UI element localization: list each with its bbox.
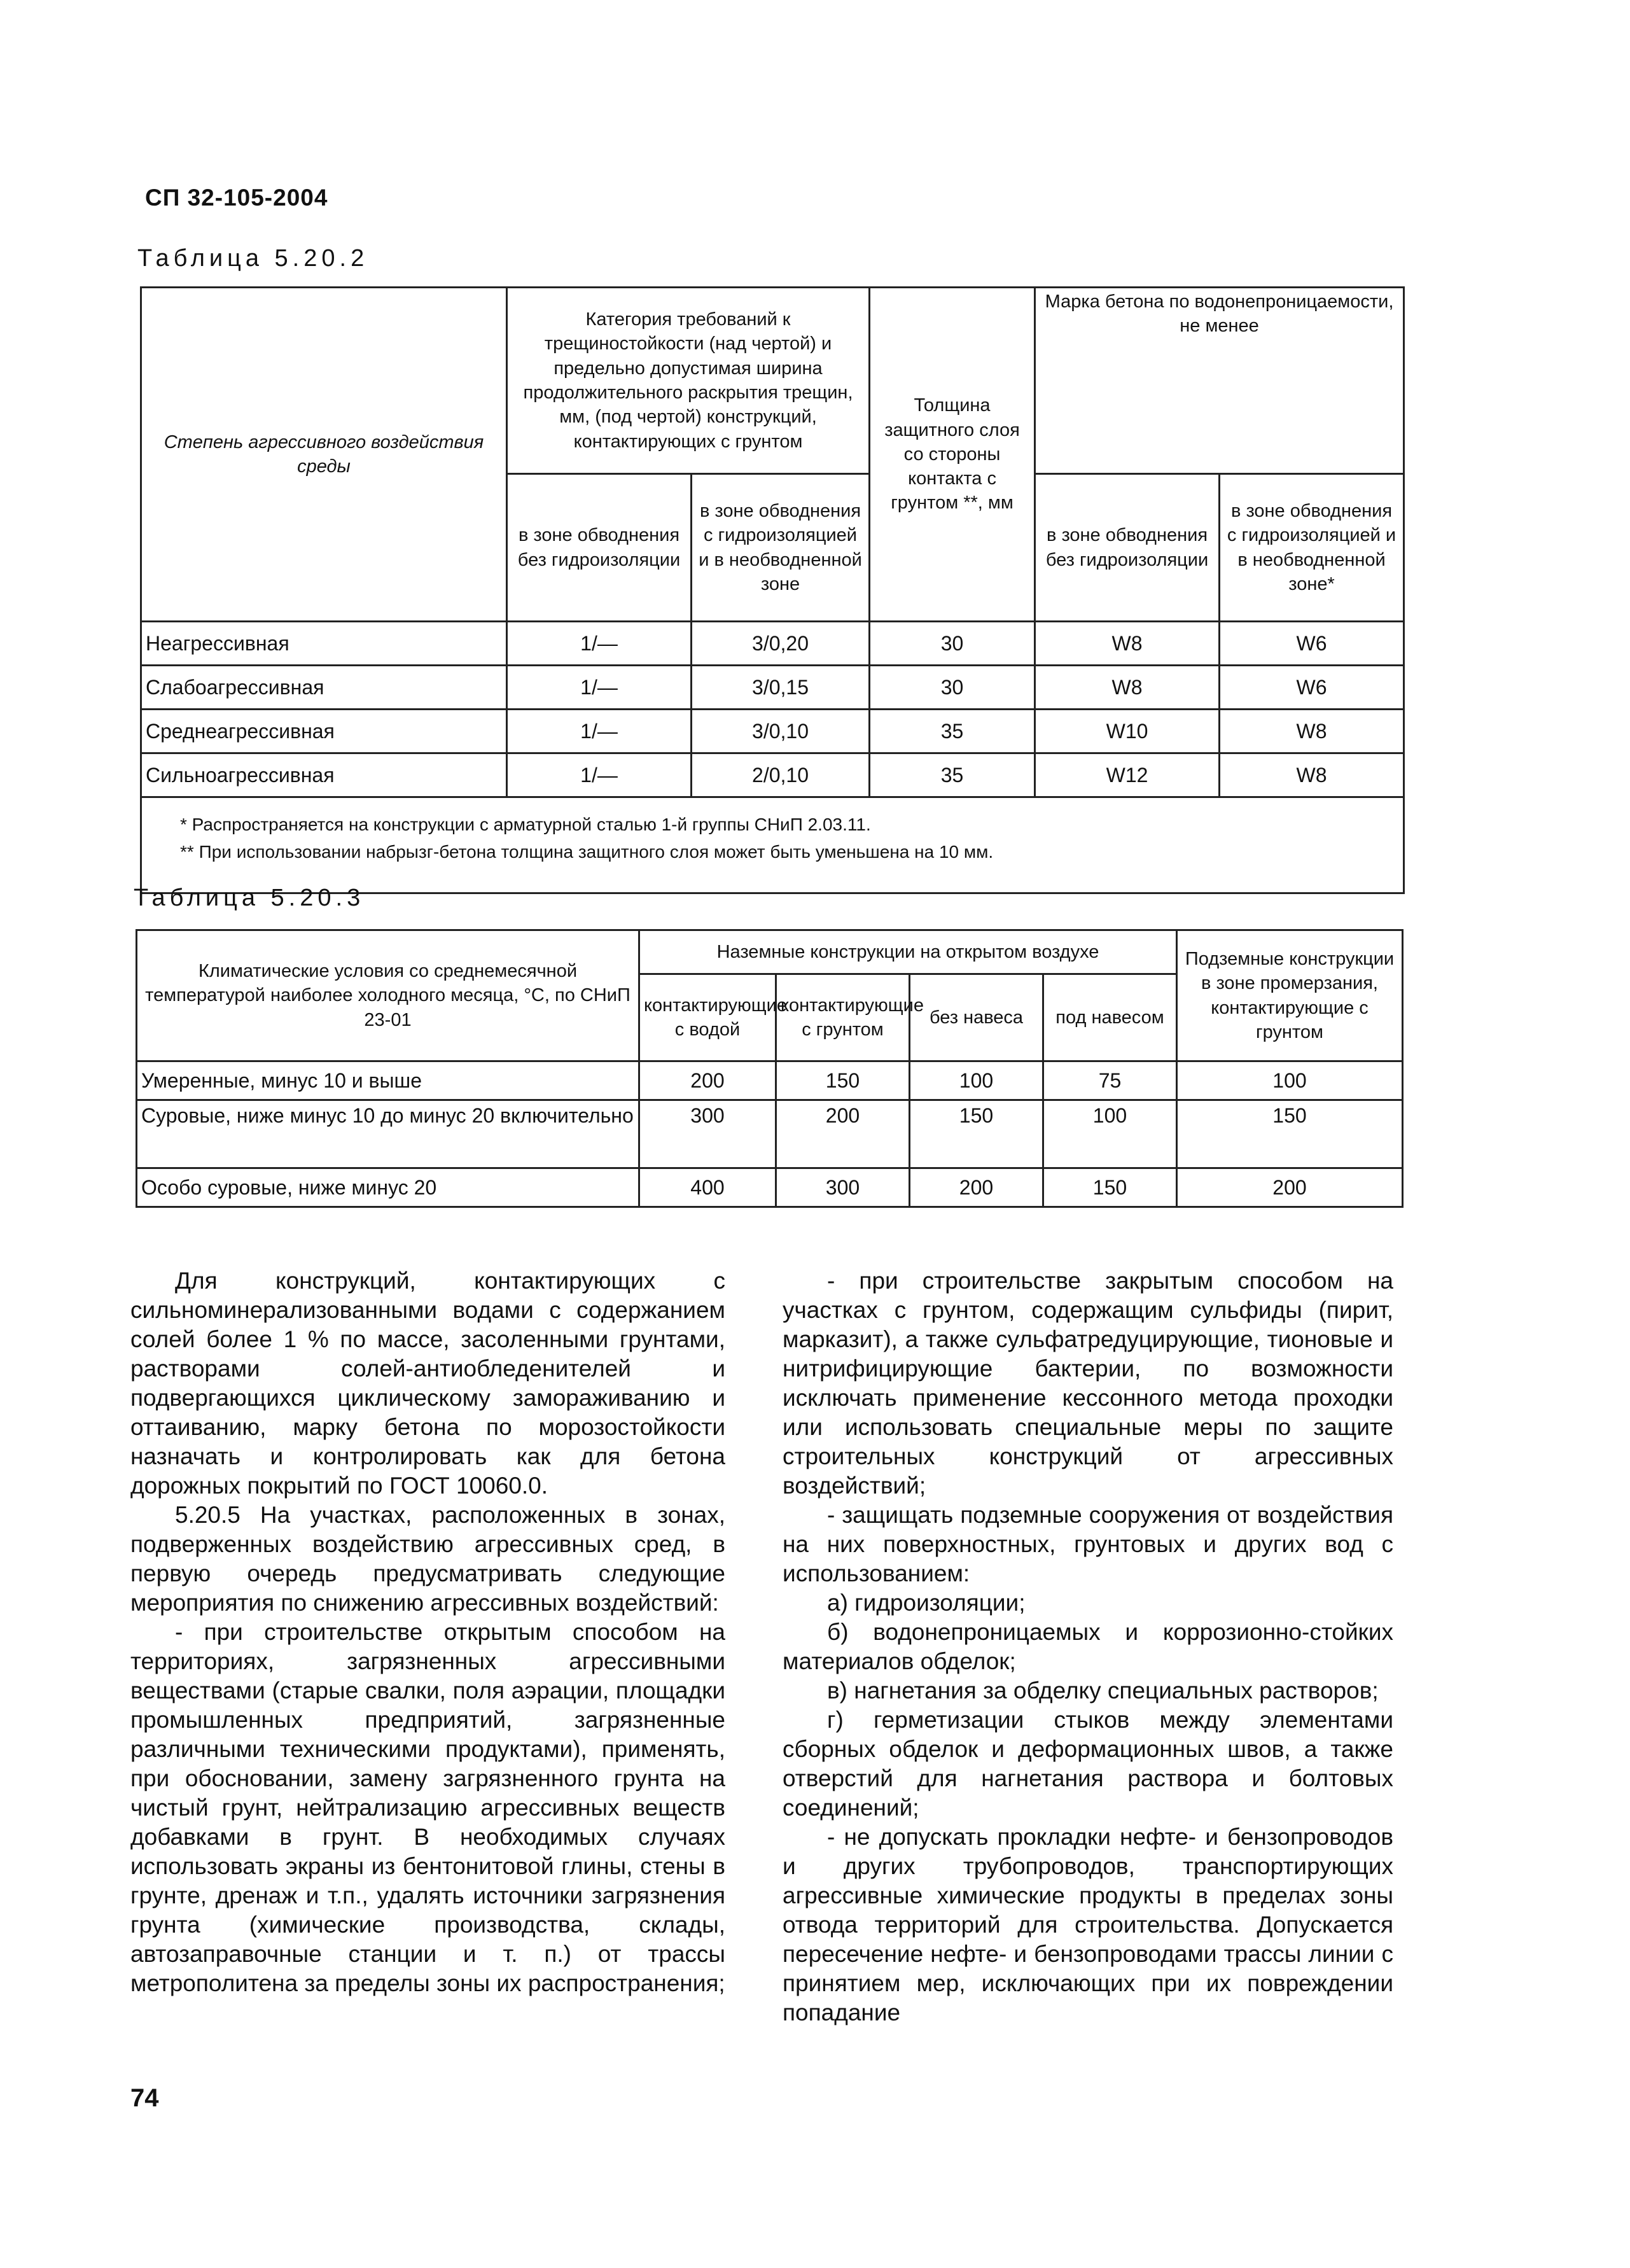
t2-shed: 150 [1043,1168,1177,1207]
list-item: г) герметизации стыков между элементами сборных обделок и деформационных швов, а также отверстий для нагнетания раствора и болтовых соединений; [783,1707,1393,1821]
t2-shed: 75 [1043,1061,1177,1100]
t1-cat1: 1/— [507,622,692,666]
t2-no-shed: 100 [910,1061,1043,1100]
t1-cat1: 1/— [507,666,692,710]
t2-underground: 200 [1177,1168,1403,1207]
t1-cat2: 2/0,10 [692,753,870,797]
table-row [141,622,1404,666]
table-row [141,753,1404,797]
t1-cat1: 1/— [507,753,692,797]
t1-thickness: 35 [870,753,1035,797]
t1-header-degree: Степень агрессивного воздействия среды [141,288,507,622]
t1-header-category: Категория требований к трещиностойкости (над чертой) и предельно допустимая ширина продолжительного раскрытия трещин, мм, (под чертой) конструкций, контактирующих с грунтом [507,288,870,474]
table-row [137,1168,1403,1207]
t2-no-shed: 200 [910,1168,1043,1207]
table-row [137,1100,1403,1168]
paragraph: - при строительстве открытым способом на территориях, загрязненных агрессивными веществами (старые свалки, поля аэрации, площадки промышленных предприятий, загрязненные различными техническими продуктами), применять, при обосновании, замену загрязненного грунта на чистый грунт, нейтрализацию агрессивных веществ добавками в грунт. В необходимых случаях использовать экраны из бентонитовой глины, стены в грунте, дренаж и т.п., удалять источники загрязнения грунта (химические производства, склады, автозаправочные станции и т. п.) от трассы метрополитена за пределы зоны их распространения; [130,1619,725,1996]
t2-header-climate: Климатические условия со среднемесячной температурой наиболее холодного месяца, °С, по СНиП 23-01 [137,930,639,1061]
t1-header-grade: Марка бетона по водонепроницаемости, не менее [1035,288,1404,474]
t2-climate: Суровые, ниже минус 10 до минус 20 включительно [137,1100,639,1168]
footnote: ** При использовании набрызг-бетона толщина защитного слоя может быть уменьшена на 10 мм. [180,842,994,862]
t1-header-cat-without: в зоне обводнения без гидроизоляции [1035,474,1220,622]
paragraph: Для конструкций, контактирующих с сильноминерализованными водами с содержанием солей более 1 % по массе, засоленными грунтами, растворами солей-антиобледенителей и подвергающихся циклическому замораживанию и оттаиванию, марку бетона по морозостойкости назначать и контролировать как для бетона дорожных покрытий по ГОСТ 10060.0. [130,1268,725,1499]
footnote: * Распространяется на конструкции с арматурной сталью 1-й группы СНиП 2.03.11. [180,815,871,834]
t2-header-ground: Наземные конструкции на открытом воздухе [639,930,1177,974]
t2-soil: 300 [776,1168,910,1207]
t1-grade2: W6 [1220,622,1404,666]
t1-header-grade-without: в зоне обводнения без гидроизоляции [507,474,692,622]
t2-header-soil: контактирующие с грунтом [776,974,910,1061]
t1-cat2: 3/0,10 [692,710,870,753]
t2-header-water: контактирующие с водой [639,974,776,1061]
t1-cat2: 3/0,15 [692,666,870,710]
t1-header-thickness: Толщина защитного слоя со стороны контакта с грунтом **, мм [870,288,1035,622]
t1-cat2: 3/0,20 [692,622,870,666]
list-item: б) водонепроницаемых и коррозионно-стойких материалов обделок; [783,1619,1393,1674]
t2-climate: Умеренные, минус 10 и выше [137,1061,639,1100]
list-item: в) нагнетания за обделку специальных растворов; [827,1677,1379,1704]
list-item: а) гидроизоляции; [827,1590,1026,1616]
t1-header-grade-with: в зоне обводнения с гидроизоляцией и в необводненной зоне [692,474,870,622]
t1-header-cat-with: в зоне обводнения с гидроизоляцией и в необводненной зоне* [1220,474,1404,622]
text-column-left [130,1266,725,1998]
t1-cat1: 1/— [507,710,692,753]
t1-grade1: W12 [1035,753,1220,797]
t2-soil: 150 [776,1061,910,1100]
t1-grade1: W8 [1035,666,1220,710]
table-5-20-2 [140,286,1405,894]
section-paragraph-5-20-5: 5.20.5 На участках, расположенных в зонах, подверженных воздействию агрессивных сред, в первую очередь предусматривать следующие мероприятия по снижению агрессивных воздействий: [130,1502,725,1616]
paragraph: - не допускать прокладки нефте- и бензопроводов и других трубопроводов, транспортирующих агрессивные химические продукты в пределах зоны отвода территорий для строительства. Допускается пересечение нефте- и бензопроводами трассы линии с принятием мер, исключающих при их повреждении попадание [783,1824,1393,2026]
t2-header-shed: под навесом [1043,974,1177,1061]
table-5-20-3 [136,929,1404,1208]
document-code: СП 32-105-2004 [145,185,328,211]
t1-degree: Слабоагрессивная [141,666,507,710]
t2-header-no-shed: без навеса [910,974,1043,1061]
table-row [137,1061,1403,1100]
table-5-20-3-caption: Таблица 5.20.3 [134,885,365,911]
table-row [141,666,1404,710]
text-column-right [783,1266,1393,2027]
t2-climate: Особо суровые, ниже минус 20 [137,1168,639,1207]
t2-header-underground: Подземные конструкции в зоне промерзания, контактирующие с грунтом [1177,930,1403,1061]
table-row [141,710,1404,753]
t2-soil: 200 [776,1100,910,1168]
paragraph: - защищать подземные сооружения от воздействия на них поверхностных, грунтовых и других вод с использованием: [783,1502,1393,1586]
t1-degree: Среднеагрессивная [141,710,507,753]
t1-grade2: W6 [1220,666,1404,710]
t2-water: 400 [639,1168,776,1207]
t2-underground: 100 [1177,1061,1403,1100]
t1-thickness: 30 [870,666,1035,710]
t1-grade2: W8 [1220,710,1404,753]
t2-no-shed: 150 [910,1100,1043,1168]
t1-grade1: W8 [1035,622,1220,666]
t1-grade1: W10 [1035,710,1220,753]
t1-grade2: W8 [1220,753,1404,797]
table-footnotes [141,797,1404,893]
t1-thickness: 30 [870,622,1035,666]
t2-underground: 150 [1177,1100,1403,1168]
table-5-20-2-caption: Таблица 5.20.2 [137,245,369,272]
t2-water: 300 [639,1100,776,1168]
t1-degree: Неагрессивная [141,622,507,666]
page-number: 74 [130,2084,159,2112]
t2-shed: 100 [1043,1100,1177,1168]
t1-thickness: 35 [870,710,1035,753]
t1-degree: Сильноагрессивная [141,753,507,797]
paragraph: - при строительстве закрытым способом на участках с грунтом, содержащим сульфиды (пирит, марказит), а также сульфатредуцирующие, тионовые и нитрифицирующие бактерии, по возможности исключать применение кессонного метода проходки или использовать специальные меры по защите строительных конструкций от агрессивных воздействий; [783,1268,1393,1499]
t2-water: 200 [639,1061,776,1100]
